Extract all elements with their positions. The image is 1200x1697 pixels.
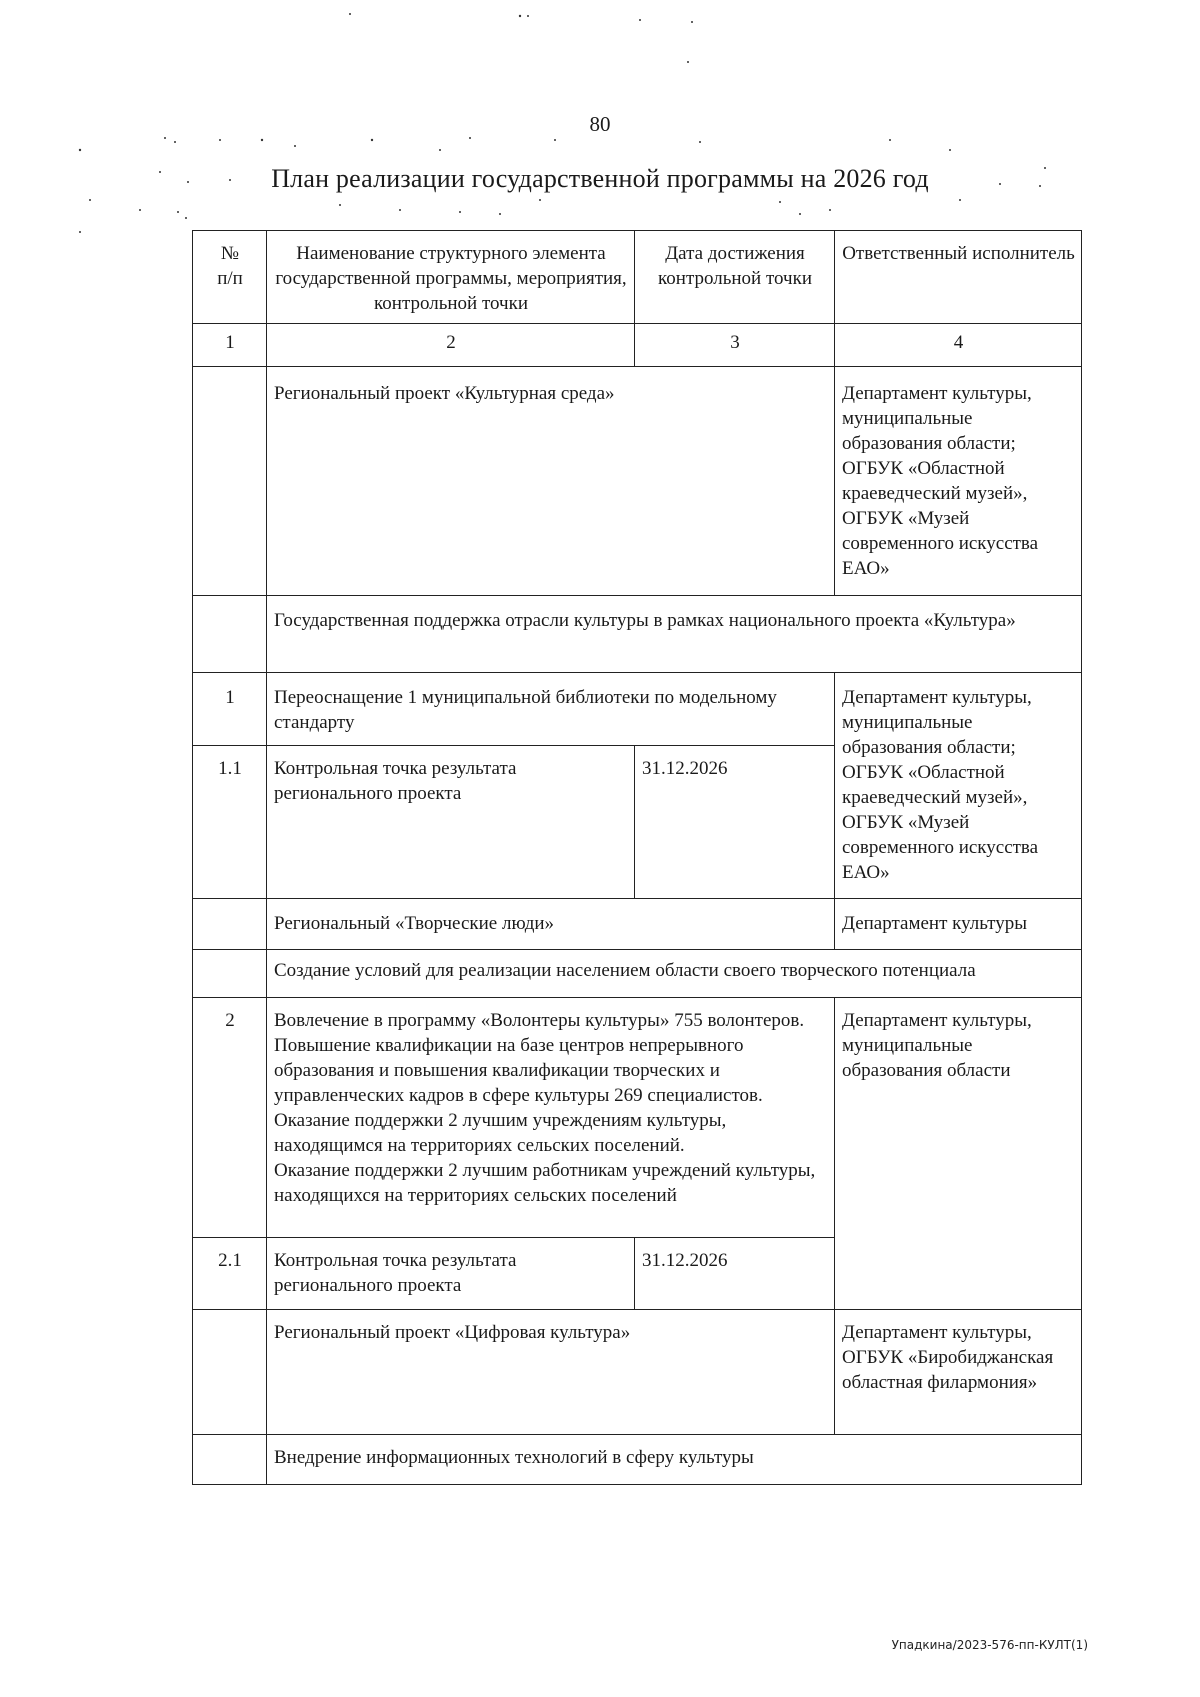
table-row (193, 899, 1082, 950)
header-num: № п/п (193, 231, 267, 324)
project-name-cell: Региональный проект «Культурная среда» (267, 367, 835, 596)
event-name-cell: Переоснащение 1 муниципальной библиотеки по модельному стандарту (267, 673, 835, 746)
table-row (193, 596, 1082, 673)
checkpoint-date-cell: 31.12.2026 (635, 1238, 835, 1310)
header-executor: Ответственный исполнитель (835, 231, 1082, 324)
row-num-cell (193, 596, 267, 673)
row-num-cell (193, 950, 267, 998)
plan-table (192, 230, 1082, 1485)
column-number-row (193, 324, 1082, 367)
project-name-cell: Региональный «Творческие люди» (267, 899, 835, 950)
event-name-cell: Вовлечение в программу «Волонтеры культуры» 755 волонтеров. Повышение квалификации на базе центров непрерывного образования и повышения квалификации творческих и управленческих кадров в сфере культуры 269 специалистов. Оказание поддержки 2 лучшим учреждениям культуры, находящимся на территориях сельских поселений. Оказание поддержки 2 лучшим работникам учреждений культуры, находящихся на территориях сельских поселений (267, 998, 835, 1238)
header-date: Дата достижения контрольной точки (635, 231, 835, 324)
column-number: 3 (635, 324, 835, 367)
table-row (193, 1435, 1082, 1485)
page-number: 80 (589, 112, 611, 136)
checkpoint-name-cell: Контрольная точка результата регионального проекта (267, 746, 635, 899)
row-num-cell: 1.1 (193, 746, 267, 899)
table-row (193, 1310, 1082, 1435)
event-name-cell: Внедрение информационных технологий в сферу культуры (267, 1435, 1082, 1485)
executor-cell: Департамент культуры (835, 899, 1082, 950)
checkpoint-date-cell: 31.12.2026 (635, 746, 835, 899)
row-num-cell (193, 899, 267, 950)
event-name-cell: Создание условий для реализации населением области своего творческого потенциала (267, 950, 1082, 998)
checkpoint-name-cell: Контрольная точка результата регионального проекта (267, 1238, 635, 1310)
table-row (193, 367, 1082, 596)
table-row (193, 673, 1082, 746)
row-num-cell: 1 (193, 673, 267, 746)
executor-cell: Департамент культуры, муниципальные образования области; ОГБУК «Областной краеведческий музей», ОГБУК «Музей современного искусства ЕАО» (835, 673, 1082, 899)
executor-cell: Департамент культуры, муниципальные образования области (835, 998, 1082, 1310)
column-number: 2 (267, 324, 635, 367)
executor-cell: Департамент культуры, муниципальные образования области; ОГБУК «Областной краеведческий музей», ОГБУК «Музей современного искусства ЕАО» (835, 367, 1082, 596)
row-num-cell: 2 (193, 998, 267, 1238)
column-number: 1 (193, 324, 267, 367)
row-num-cell (193, 367, 267, 596)
table-header-row (193, 231, 1082, 324)
project-name-cell: Региональный проект «Цифровая культура» (267, 1310, 835, 1435)
event-name-cell: Государственная поддержка отрасли культуры в рамках национального проекта «Культура» (267, 596, 1082, 673)
row-num-cell (193, 1310, 267, 1435)
table-row (193, 950, 1082, 998)
document-footer-id: Упадкина/2023-576-пп-КУЛТ(1) (891, 1638, 1088, 1652)
header-name: Наименование структурного элемента государственной программы, мероприятия, контрольной точки (267, 231, 635, 324)
page-title: План реализации государственной программы на 2026 год (271, 164, 929, 193)
executor-cell: Департамент культуры, ОГБУК «Биробиджанская областная филармония» (835, 1310, 1082, 1435)
row-num-cell: 2.1 (193, 1238, 267, 1310)
column-number: 4 (835, 324, 1082, 367)
table-row (193, 998, 1082, 1238)
row-num-cell (193, 1435, 267, 1485)
